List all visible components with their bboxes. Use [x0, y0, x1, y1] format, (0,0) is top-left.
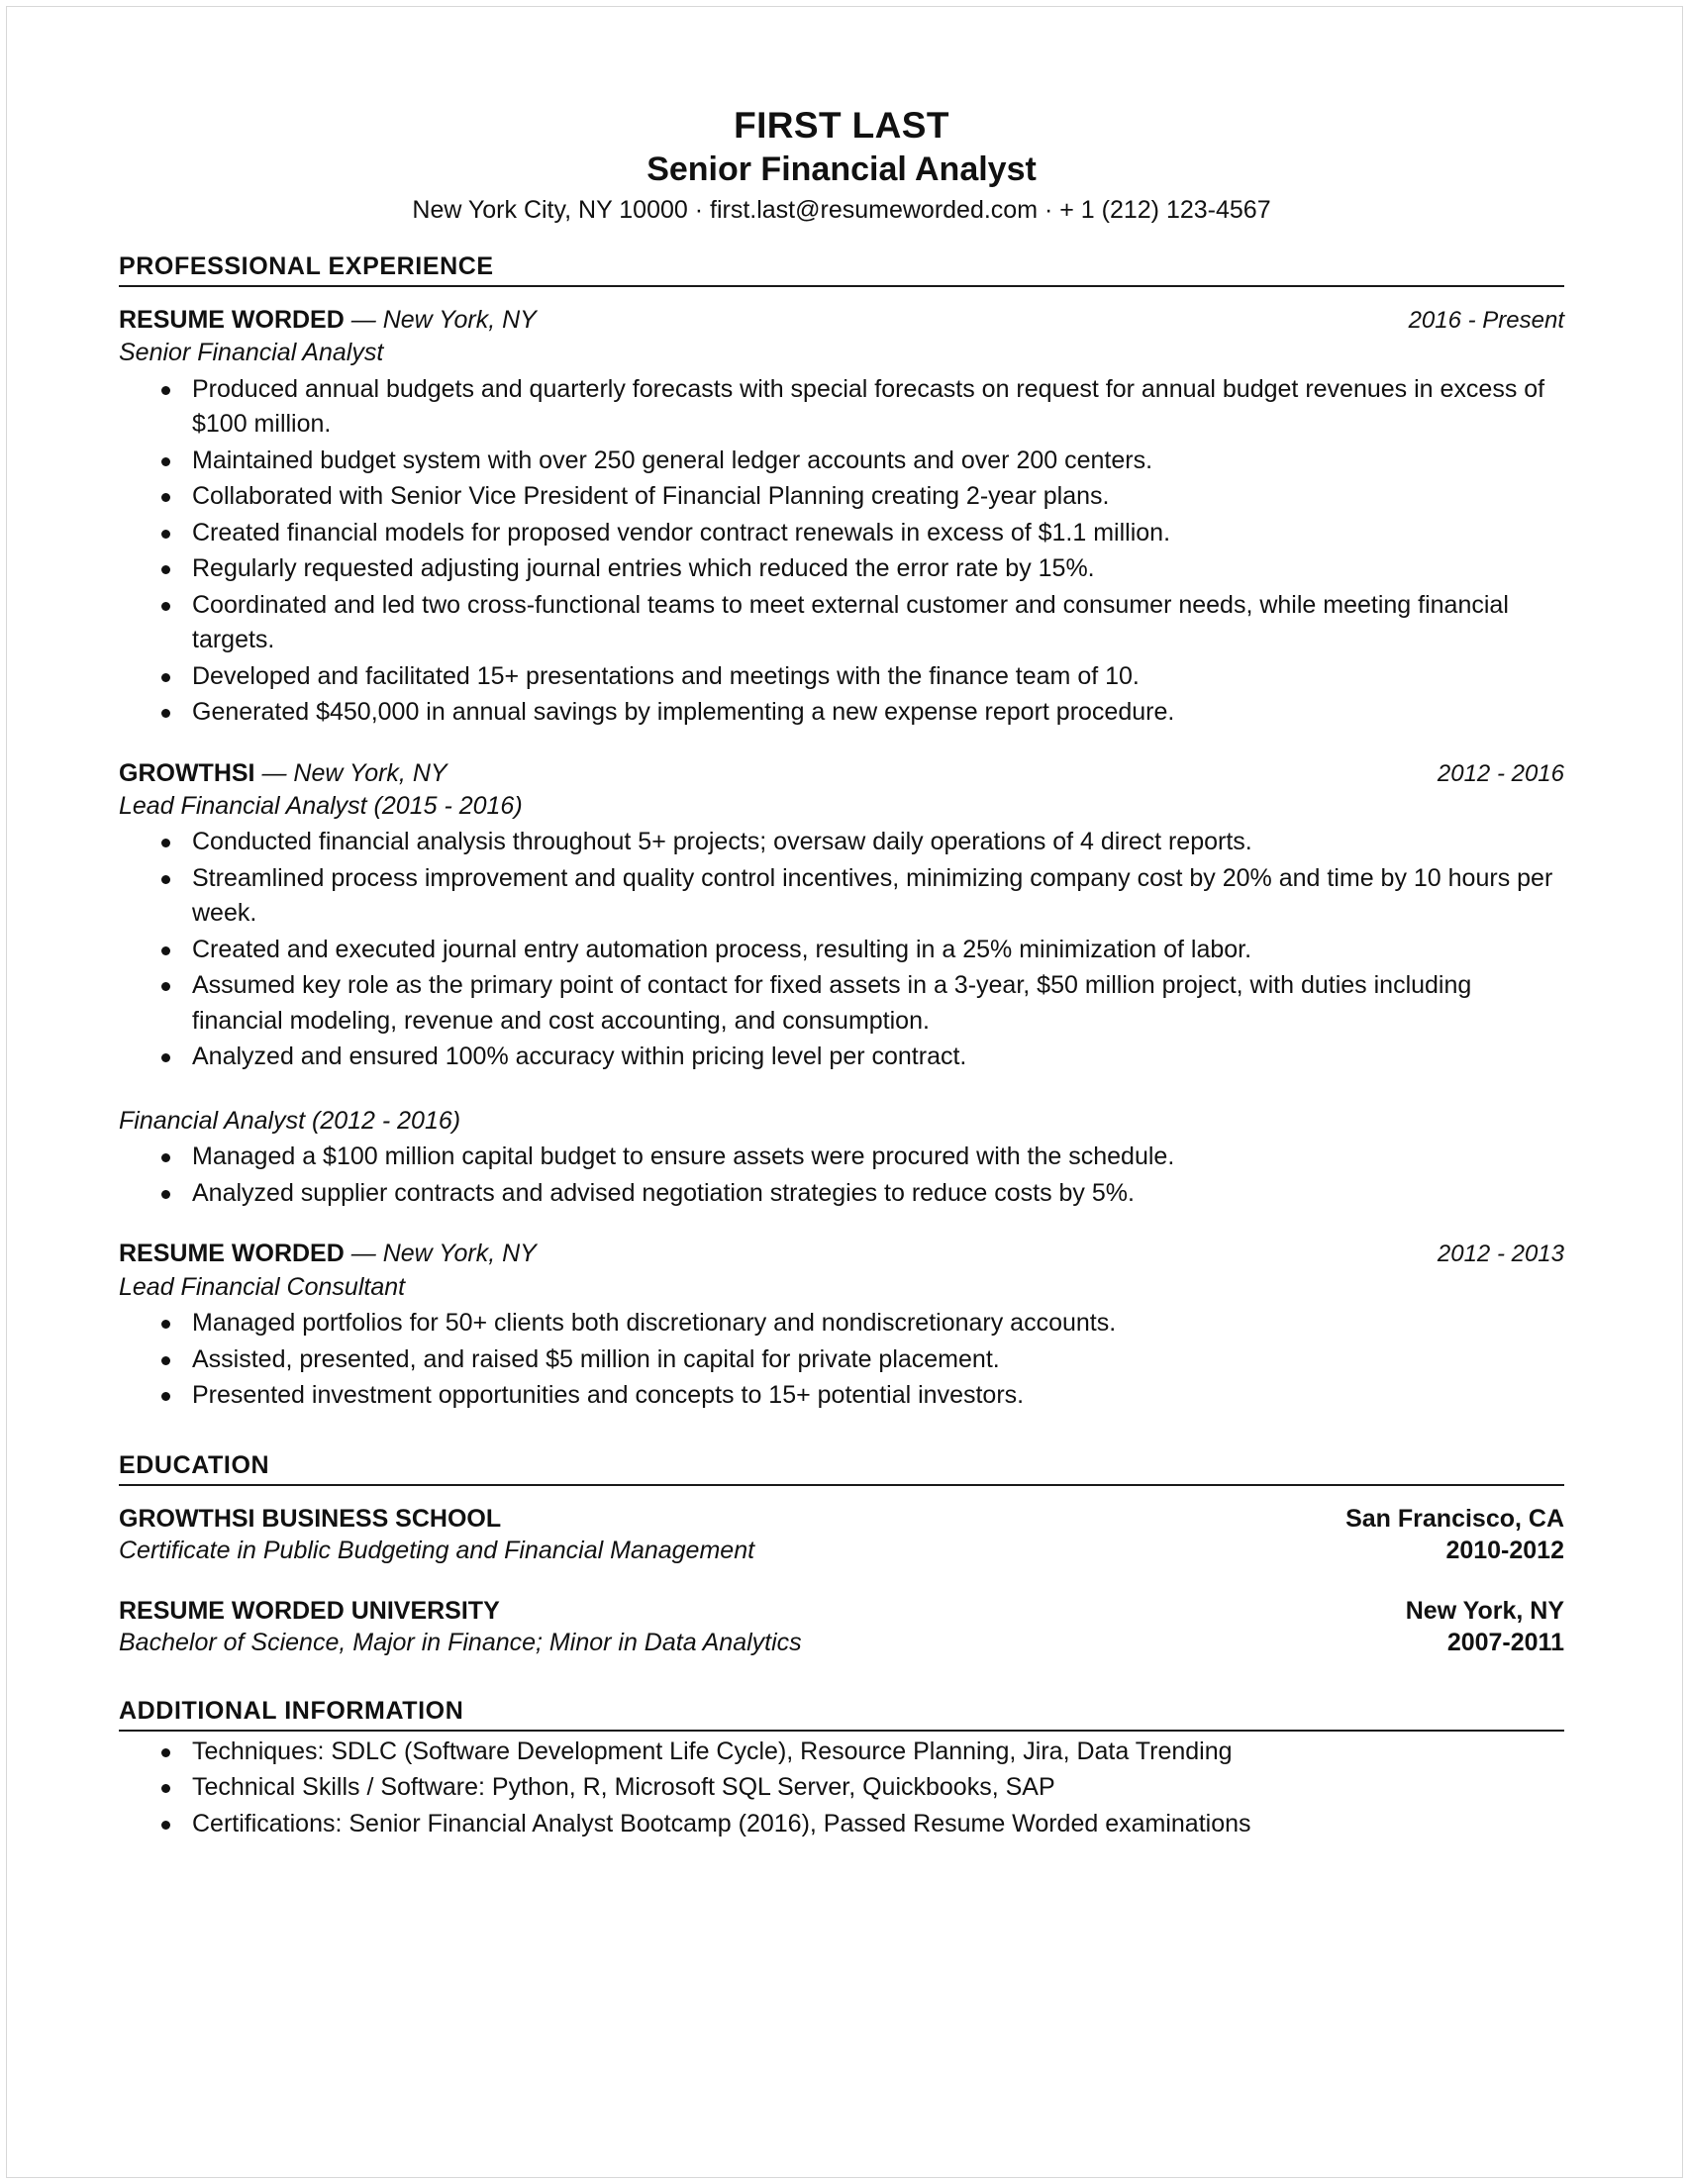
section-title-experience: PROFESSIONAL EXPERIENCE: [119, 252, 1564, 287]
education-school: RESUME WORDED UNIVERSITY: [119, 1596, 500, 1625]
job-bullet: Maintained budget system with over 250 general ledger accounts and over 200 centers.: [119, 444, 1564, 479]
resume-header: [119, 104, 1564, 227]
job-bullet-list: [119, 1306, 1564, 1414]
education-degree: Bachelor of Science, Major in Finance; Minor in Data Analytics: [119, 1629, 802, 1657]
education-school-row: [119, 1595, 1564, 1628]
section-title-education: EDUCATION: [119, 1451, 1564, 1486]
education-years: 2007-2011: [1446, 1629, 1564, 1657]
contact-line: New York City, NY 10000 · first.last@resumeworded.com · + 1 (212) 123-4567: [412, 196, 1271, 225]
job-bullet: Generated $450,000 in annual savings by implementing a new expense report procedure.: [119, 695, 1564, 731]
job-sub-role: Financial Analyst (2012 - 2016): [119, 1106, 461, 1135]
job-location: New York, NY: [382, 305, 537, 334]
job-bullet: Managed a $100 million capital budget to ensure assets were procured with the schedule.: [119, 1140, 1564, 1175]
job-location: New York, NY: [293, 758, 447, 787]
section-education: [119, 1451, 1564, 1659]
job-dates: 2012 - 2013: [1437, 1241, 1564, 1268]
job-role: Lead Financial Consultant: [119, 1272, 406, 1301]
education-years: 2010-2012: [1445, 1537, 1564, 1565]
job-bullet: Developed and facilitated 15+ presentations and meetings with the finance team of 10.: [119, 659, 1564, 695]
job-location: New York, NY: [382, 1240, 537, 1268]
education-entry: [119, 1503, 1564, 1567]
education-degree-row: [119, 1535, 1564, 1567]
job-dates: 2016 - Present: [1408, 306, 1564, 334]
job-bullet: Created and executed journal entry automation process, resulting in a 25% minimization of labor.: [119, 933, 1564, 968]
job-role: Senior Financial Analyst: [119, 339, 384, 367]
job-bullet: Collaborated with Senior Vice President of Financial Planning creating 2-year plans.: [119, 479, 1564, 515]
job-company-location: [119, 305, 537, 336]
education-location: San Francisco, CA: [1345, 1504, 1564, 1533]
job-header: [119, 758, 1564, 789]
job-entry: [119, 758, 1564, 1212]
job-bullet: Assisted, presented, and raised $5 million in capital for private placement.: [119, 1342, 1564, 1378]
job-bullet: Assumed key role as the primary point of contact for fixed assets in a 3-year, $50 million project, with duties including financial modeling, revenue and cost accounting, and consumption.: [119, 968, 1564, 1039]
job-company-location: [119, 758, 447, 789]
job-company-location: [119, 1239, 537, 1269]
job-bullet: Conducted financial analysis throughout 5+ projects; oversaw daily operations of 4 direct reports.: [119, 825, 1564, 860]
education-school: GROWTHSI BUSINESS SCHOOL: [119, 1504, 502, 1533]
education-school-row: [119, 1503, 1564, 1536]
education-degree-row: [119, 1627, 1564, 1659]
candidate-name: FIRST LAST: [734, 105, 949, 146]
additional-bullet: Techniques: SDLC (Software Development Life Cycle), Resource Planning, Jira, Data Trending: [119, 1735, 1564, 1770]
job-separator: —: [344, 1240, 383, 1268]
section-additional-information: [119, 1697, 1564, 1842]
job-bullet: Presented investment opportunities and concepts to 15+ potential investors.: [119, 1378, 1564, 1414]
candidate-title: Senior Financial Analyst: [646, 149, 1037, 188]
job-separator: —: [344, 305, 383, 334]
job-bullet: Coordinated and led two cross-functional teams to meet external customer and consumer needs, while meeting financial targets.: [119, 588, 1564, 658]
job-bullet: Analyzed and ensured 100% accuracy within pricing level per contract.: [119, 1040, 1564, 1075]
job-bullet-list: [119, 825, 1564, 1075]
education-location: New York, NY: [1405, 1596, 1564, 1625]
job-company: RESUME WORDED: [119, 1240, 345, 1268]
job-company: GROWTHSI: [119, 758, 255, 787]
resume-content: [119, 104, 1564, 1841]
section-professional-experience: [119, 252, 1564, 1414]
job-entry: [119, 1239, 1564, 1413]
additional-bullet-list: [119, 1735, 1564, 1842]
job-separator: —: [254, 758, 294, 787]
job-role: Lead Financial Analyst (2015 - 2016): [119, 791, 523, 820]
job-bullet: Regularly requested adjusting journal entries which reduced the error rate by 15%.: [119, 551, 1564, 587]
job-bullet: Created financial models for proposed vendor contract renewals in excess of $1.1 million.: [119, 516, 1564, 551]
job-bullet: Managed portfolios for 50+ clients both discretionary and nondiscretionary accounts.: [119, 1306, 1564, 1341]
job-sub-bullet-list: [119, 1140, 1564, 1211]
job-header: [119, 1239, 1564, 1269]
education-degree: Certificate in Public Budgeting and Financial Management: [119, 1537, 755, 1565]
job-header: [119, 305, 1564, 336]
additional-bullet: Certifications: Senior Financial Analyst Bootcamp (2016), Passed Resume Worded examinations: [119, 1807, 1564, 1842]
job-bullet: Produced annual budgets and quarterly forecasts with special forecasts on request for annual budget revenues in excess of $100 million.: [119, 372, 1564, 443]
job-bullet: Analyzed supplier contracts and advised negotiation strategies to reduce costs by 5%.: [119, 1176, 1564, 1212]
job-bullet: Streamlined process improvement and quality control incentives, minimizing company cost by 20% and time by 10 hours per week.: [119, 861, 1564, 932]
job-company: RESUME WORDED: [119, 305, 345, 334]
education-entry: [119, 1595, 1564, 1659]
additional-bullet: Technical Skills / Software: Python, R, Microsoft SQL Server, Quickbooks, SAP: [119, 1770, 1564, 1806]
job-dates: 2012 - 2016: [1437, 759, 1564, 787]
section-title-additional: ADDITIONAL INFORMATION: [119, 1697, 1564, 1732]
job-bullet-list: [119, 372, 1564, 731]
job-entry: [119, 305, 1564, 731]
